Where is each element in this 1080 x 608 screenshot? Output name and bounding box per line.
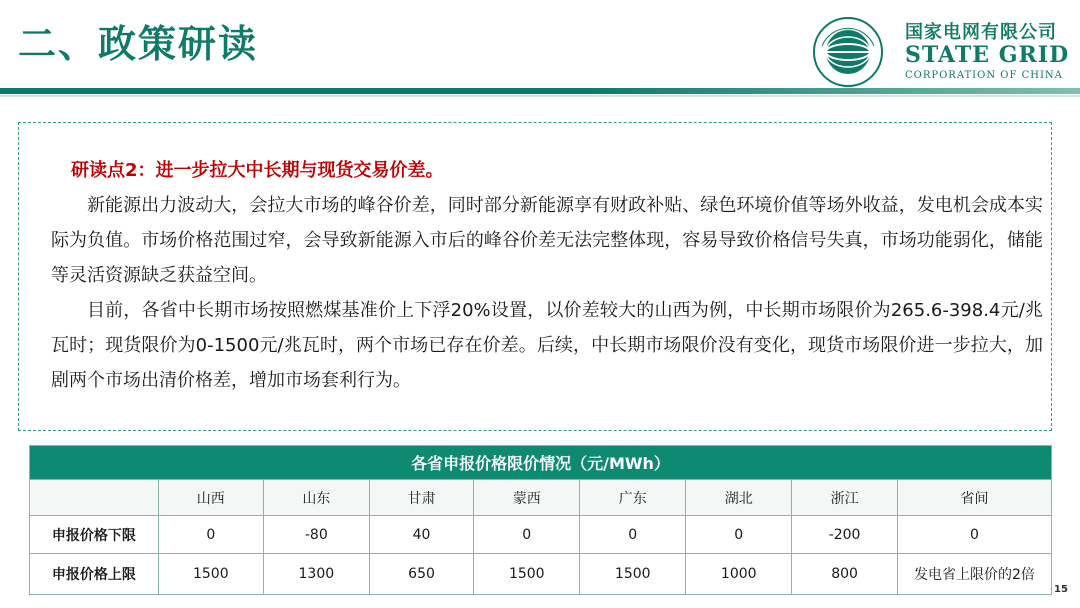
table-cell: 0 [580, 516, 686, 554]
column-header: 省间 [897, 480, 1051, 516]
logo-english-name: STATE GRID [905, 42, 1070, 68]
paragraph-1: 新能源出力波动大，会拉大市场的峰谷价差，同时部分新能源享有财政补贴、绿色环境价值等场外收益，发电机会成本实际为负值。市场价格范围过窄，会导致新能源入市后的峰谷价差无法完整体现，容易导致价格信号失真，市场功能弱化，储能等灵活资源缺乏获益空间。 [51, 195, 1043, 286]
column-header: 山东 [263, 480, 369, 516]
column-header: 浙江 [792, 480, 898, 516]
header-divider [0, 88, 1080, 94]
table-cell: 0 [474, 516, 580, 554]
table-row-lower-limit [30, 516, 1052, 554]
table-cell: 40 [369, 516, 473, 554]
table-cell: 1500 [580, 554, 686, 595]
logo-english-subtitle: CORPORATION OF CHINA [905, 70, 1063, 81]
table-cell: 发电省上限价的2倍 [897, 554, 1051, 595]
state-grid-logo-icon [812, 16, 884, 88]
table-cell: -200 [792, 516, 898, 554]
table-cell: 0 [686, 516, 792, 554]
row-header: 申报价格下限 [30, 516, 159, 554]
column-header: 广东 [580, 480, 686, 516]
page-title: 二、政策研读 [18, 22, 259, 66]
table-cell: 0 [158, 516, 263, 554]
logo-chinese-name: 国家电网有限公司 [905, 22, 1057, 43]
table-cell: 1000 [686, 554, 792, 595]
table-row-upper-limit [30, 554, 1052, 595]
page-number: 15 [1054, 584, 1068, 595]
row-header: 申报价格上限 [30, 554, 159, 595]
table-cell: 650 [369, 554, 473, 595]
table-cell: -80 [263, 516, 369, 554]
point-title: 研读点2：进一步拉大中长期与现货交易价差。 [71, 160, 444, 181]
column-header: 蒙西 [474, 480, 580, 516]
table-cell: 1500 [158, 554, 263, 595]
column-header: 山西 [158, 480, 263, 516]
table-cell: 1300 [263, 554, 369, 595]
table-header-row [30, 480, 1052, 516]
column-header: 湖北 [686, 480, 792, 516]
table-cell: 1500 [474, 554, 580, 595]
table-caption: 各省申报价格限价情况（元/MWh） [30, 446, 1052, 480]
content-box [18, 122, 1052, 431]
table-cell: 800 [792, 554, 898, 595]
table-cell: 0 [897, 516, 1051, 554]
price-limit-table [29, 445, 1052, 595]
column-header: 甘肃 [369, 480, 473, 516]
table-corner-cell [30, 480, 159, 516]
paragraph-2: 目前，各省中长期市场按照燃煤基准价上下浮20%设置，以价差较大的山西为例，中长期市场限价为265.6-398.4元/兆瓦时；现货限价为0-1500元/兆瓦时，两个市场已存在价差。后续，中长期市场限价没有变化，现货市场限价进一步拉大，加剧两个市场出清价格差，增加市场套利行为。 [51, 300, 1043, 391]
header-divider-light [0, 95, 1080, 97]
